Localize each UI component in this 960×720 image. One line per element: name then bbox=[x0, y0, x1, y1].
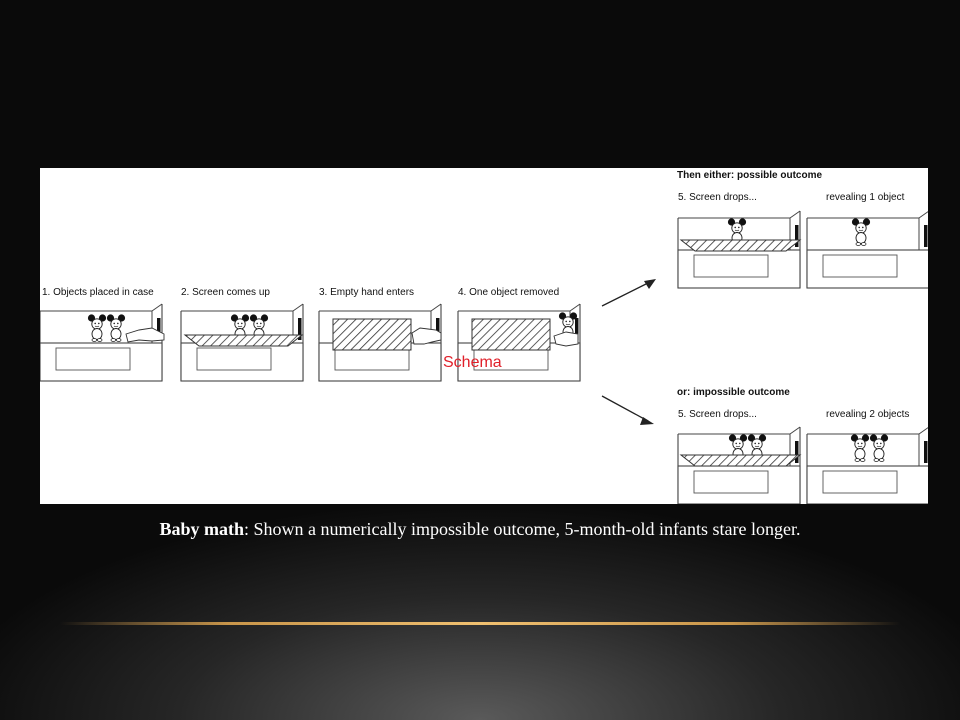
screen-rising-icon bbox=[185, 335, 302, 346]
possible-left-label: 5. Screen drops... bbox=[678, 192, 757, 203]
arrow-to-possible-icon bbox=[602, 279, 656, 306]
empty-hand-icon bbox=[412, 328, 441, 344]
caption-text: : Shown a numerically impossible outcome, 5-month-old infants stare longer. bbox=[244, 519, 801, 539]
possible-right-label: revealing 1 object bbox=[826, 192, 905, 203]
step-2-label: 2. Screen comes up bbox=[181, 287, 270, 298]
impossible-revealing-panel bbox=[807, 427, 928, 504]
decorative-gold-divider bbox=[60, 622, 900, 625]
diagram-canvas bbox=[40, 168, 928, 504]
step-4-label: 4. One object removed bbox=[458, 287, 560, 298]
toy-mouse-icon bbox=[851, 434, 869, 461]
impossible-right-label: revealing 2 objects bbox=[826, 409, 910, 420]
possible-outcome-heading: Then either: possible outcome bbox=[677, 170, 823, 181]
step-2-panel bbox=[181, 304, 303, 381]
toy-mouse-icon bbox=[107, 314, 125, 341]
toy-mouse-icon bbox=[88, 314, 106, 341]
screen-dropping-icon bbox=[681, 240, 800, 251]
caption-bold-term: Baby math bbox=[159, 519, 245, 539]
impossible-left-label: 5. Screen drops... bbox=[678, 409, 757, 420]
arrow-to-impossible-icon bbox=[602, 396, 654, 425]
impossible-screen-drops-panel bbox=[678, 427, 800, 504]
step-1-panel bbox=[40, 304, 164, 381]
step-3-label: 3. Empty hand enters bbox=[319, 287, 415, 298]
impossible-outcome-heading: or: impossible outcome bbox=[677, 387, 790, 398]
possible-revealing-panel bbox=[807, 211, 928, 288]
slide-caption bbox=[150, 516, 810, 542]
step-1-label: 1. Objects placed in case bbox=[42, 287, 154, 298]
screen-up-icon bbox=[333, 319, 411, 350]
step-3-panel bbox=[319, 304, 441, 381]
possible-screen-drops-panel bbox=[678, 211, 800, 288]
schema-annotation: Schema bbox=[443, 354, 502, 371]
screen-dropping-icon bbox=[681, 455, 800, 466]
screen-up-icon bbox=[472, 319, 550, 350]
hand-removing-icon bbox=[554, 332, 578, 346]
toy-mouse-icon bbox=[870, 434, 888, 461]
infant-addition-diagram bbox=[40, 168, 928, 504]
toy-mouse-icon bbox=[852, 218, 870, 245]
